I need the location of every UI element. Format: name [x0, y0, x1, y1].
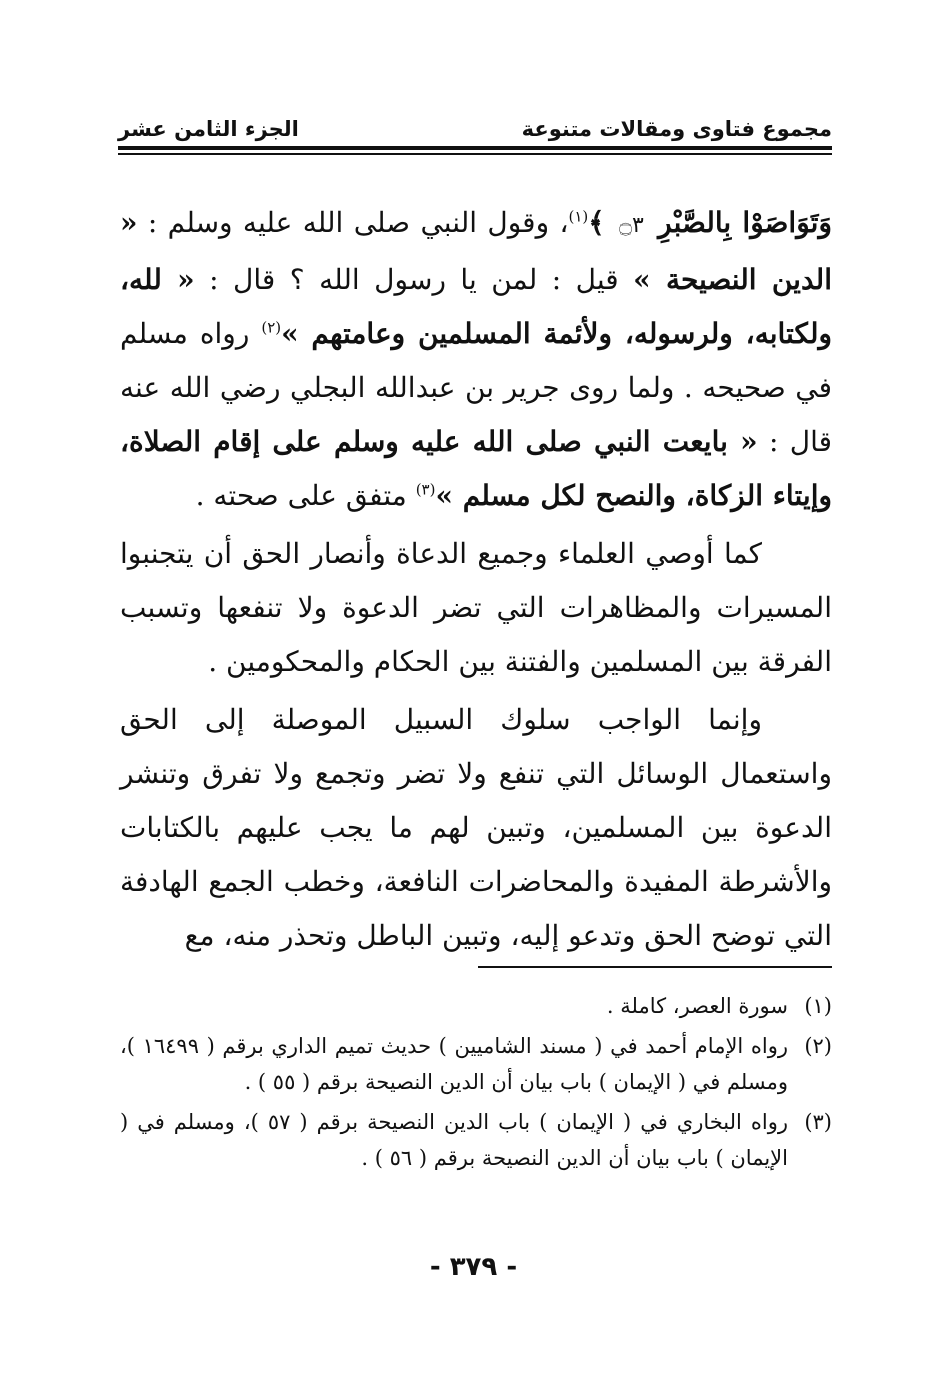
header-rule-thick [118, 146, 832, 150]
text-segment: قيل : لمن يا رسول الله ؟ قال : [194, 263, 634, 296]
paragraph-3: وإنما الواجب سلوك السبيل الموصلة إلى الحق واستعمال الوسائل التي تنفع ولا تضر وتجمع ولا تفرق وتنشر الدعوة بين المسلمين، وتبين لهم ما يجب عليهم بالكتابات والأشرطة المفيدة والمحاضرات النافعة، وخطب الجمع الهادفة التي توضح الحق وتدعو إليه، وتبين الباطل وتحذر منه، مع [120, 703, 832, 952]
paragraph-1 [120, 196, 832, 523]
footnotes [120, 988, 832, 1180]
footnote-separator [478, 966, 832, 968]
footnote-item [120, 1104, 832, 1176]
verse-number: ۝٣ [619, 213, 644, 238]
book-title: مجموع فتاوى ومقالات متنوعة [521, 117, 832, 141]
text-segment: رواه مسلم في صحيحه . ولما روى جرير بن عبدالله البجلي رضي الله عنه قال : [120, 317, 832, 458]
footnote-ref-3: (٣) [415, 480, 436, 499]
footnote-item [120, 1028, 832, 1100]
text-segment: متفق على صحته . [195, 479, 416, 512]
footnote-text: سورة العصر، كاملة . [606, 994, 788, 1018]
footnote-number: (١) [804, 994, 832, 1018]
verse-close-bracket: ﴾ [588, 206, 605, 239]
footnote-ref-1: (١) [568, 207, 589, 226]
paragraph-2: كما أوصي العلماء وجميع الدعاة وأنصار الحق أن يتجنبوا المسيرات والمظاهرات التي تضر الدعوة ولا تنفعها وتسبب الفرقة بين المسلمين والفتنة بين الحكام والمحكومين . [120, 537, 832, 678]
main-text [120, 196, 832, 963]
hadith-quote-3: « بايعت النبي صلى الله عليه وسلم على إقام الصلاة، وإيتاء الزكاة، والنصح لكل مسلم » [120, 425, 832, 512]
page-number: - ٣٧٩ - [429, 1252, 518, 1282]
footnote-ref-2: (٢) [261, 318, 282, 337]
footnote-text: رواه الإمام أحمد في ( مسند الشاميين ) حديث تميم الداري برقم ( ١٦٤٩٩ )، ومسلم في ( الإيمان ) باب بيان أن الدين النصيحة برقم ( ٥٥ ) . [120, 1034, 788, 1094]
footnote-text: رواه البخاري في ( الإيمان ) باب الدين النصيحة برقم ( ٥٧ )، ومسلم في ( الإيمان ) باب بيان أن الدين النصيحة برقم ( ٥٦ ) . [120, 1110, 788, 1170]
header-rule-thin [118, 153, 832, 155]
footnote-number: (٢) [804, 1034, 832, 1058]
page-header [118, 112, 832, 146]
hadith-quote-1: « الدين النصيحة » [120, 206, 832, 296]
volume-title: الجزء الثامن عشر [118, 117, 299, 141]
hadith-quote-2: « لله، ولكتابه، ولرسوله، ولأئمة المسلمين وعامتهم » [120, 263, 832, 350]
footnote-number: (٣) [804, 1110, 832, 1134]
text-segment: ، وقول النبي صلى الله عليه وسلم : [147, 206, 569, 239]
quran-verse: وَتَوَاصَوْا بِالصَّبْرِ [658, 206, 832, 239]
footnote-item [120, 988, 832, 1024]
